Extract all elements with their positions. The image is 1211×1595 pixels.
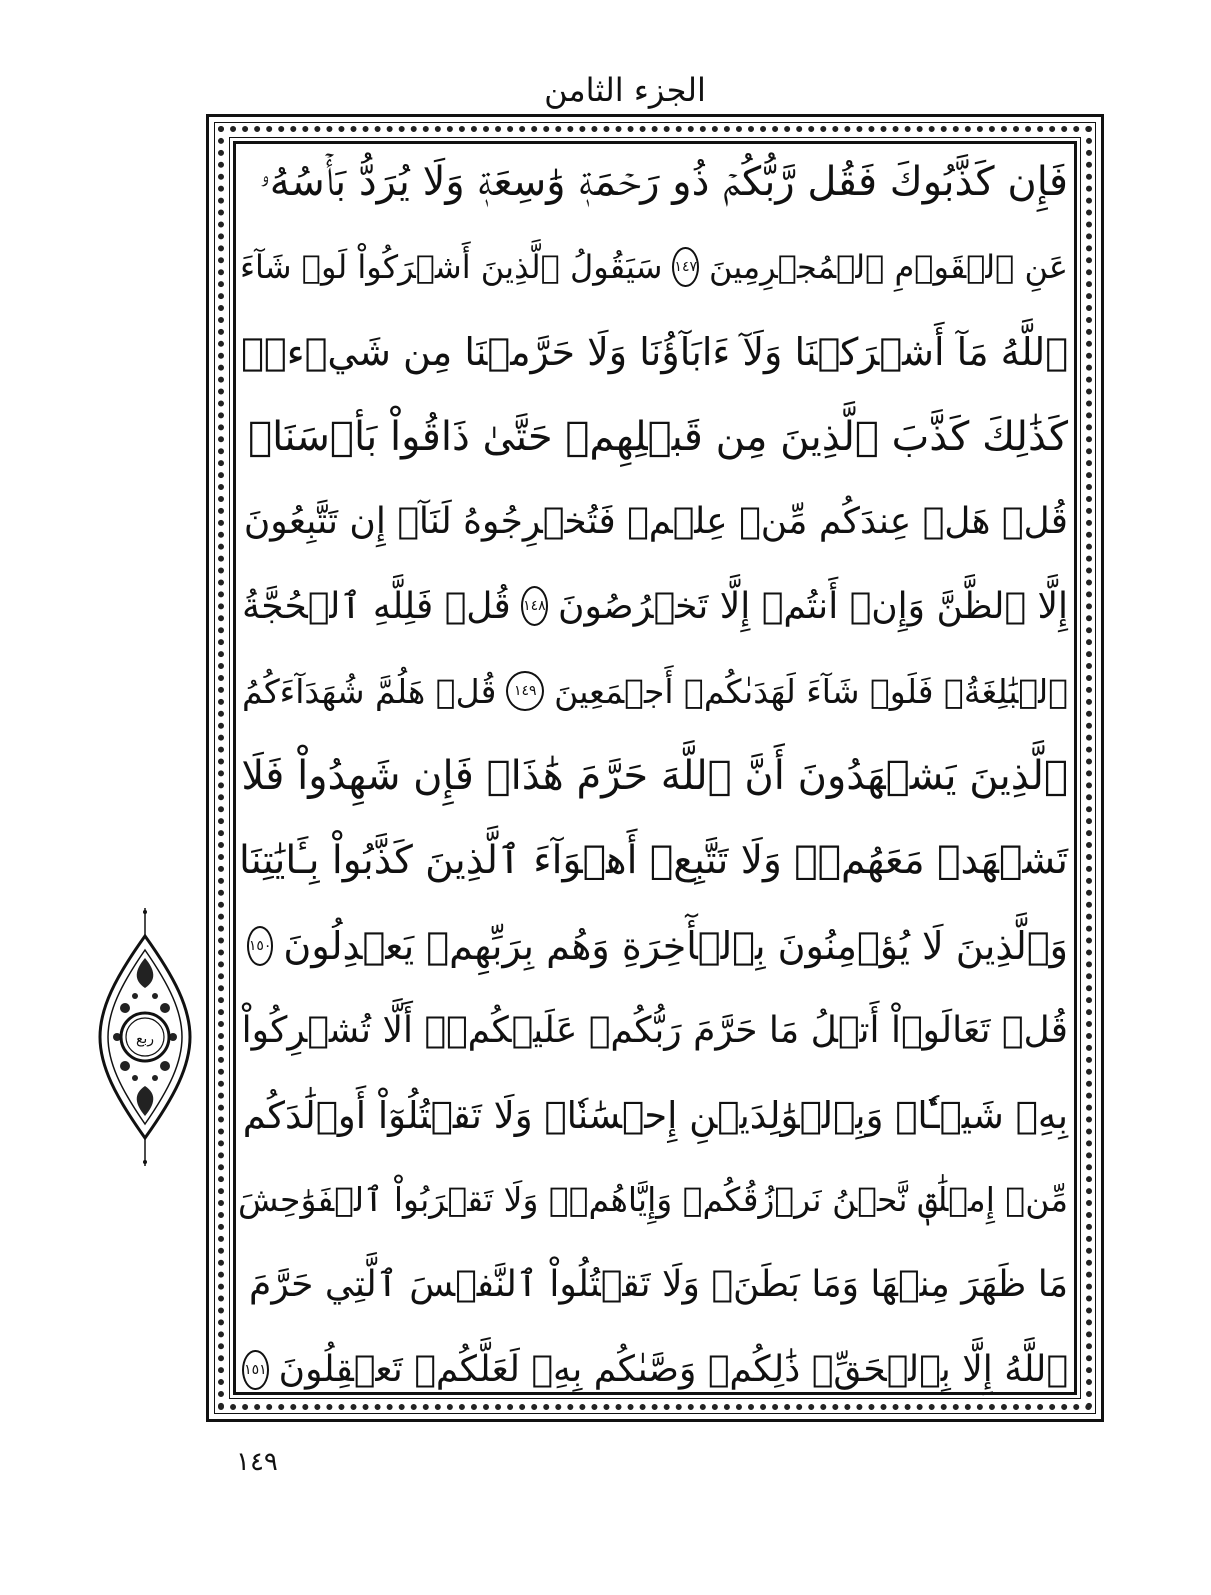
line-text: فَإِن كَذَّبُوكَ فَقُل رَّبُّكُمۡ ذُو رَحۡمَةٖ وَٰسِعَةٖ وَلَا يُرَدُّ بَأۡسُهُۥ [259,159,1068,206]
line-text: إِلَّا ٱلظَّنَّ وَإِنۡ أَنتُمۡ إِلَّا تَخۡرُصُونَ [558,585,1068,627]
verse-line-11 [232,988,1078,1073]
verse-line-1 [232,140,1078,225]
ayah-number-marker: ١٥٠ [247,926,274,966]
line-text: ٱلَّذِينَ يَشۡهَدُونَ أَنَّ ٱللَّهَ حَرَّمَ هَٰذَاۖ فَإِن شَهِدُواْ فَلَا [241,752,1068,799]
line-text: قُلۡ هَلۡ عِندَكُم مِّنۡ عِلۡمٖ فَتُخۡرِجُوهُ لَنَآۖ إِن تَتَّبِعُونَ [243,501,1068,543]
line-text: كَذَٰلِكَ كَذَّبَ ٱلَّذِينَ مِن قَبۡلِهِمۡ حَتَّىٰ ذَاقُواْ بَأۡسَنَاۗ [248,413,1068,460]
verse-line-7 [232,649,1078,734]
line-text: ٱللَّهُ مَآ أَشۡرَكۡنَا وَلَآ ءَابَآؤُنَا وَلَا حَرَّمۡنَا مِن شَيۡءٖۚ [241,329,1068,374]
verse-line-8 [232,734,1078,819]
ayah-number-marker: ١٤٩ [506,671,544,711]
verse-line-12 [232,1073,1078,1158]
line-text: عَنِ ٱلۡقَوۡمِ ٱلۡمُجۡرِمِينَ [708,248,1068,287]
rub-label: ربع [135,1031,155,1047]
verse-line-5 [232,479,1078,564]
line-text: ٱلۡبَٰلِغَةُۖ فَلَوۡ شَآءَ لَهَدَىٰكُمۡ أَجۡمَعِينَ [554,671,1068,711]
line-text: قُلۡ تَعَالَوۡاْ أَتۡلُ مَا حَرَّمَ رَبُّكُمۡ عَلَيۡكُمۡۖ أَلَّا تُشۡرِكُواْ [241,1009,1068,1051]
line-text: تَشۡهَدۡ مَعَهُمۡۚ وَلَا تَتَّبِعۡ أَهۡوَآءَ ٱلَّذِينَ كَذَّبُواْ بِـَٔايَٰتِنَا [239,838,1068,884]
juz-header: الجزء الثامن [544,71,706,109]
line-text: ٱللَّهُ إِلَّا بِٱلۡحَقِّۚ ذَٰلِكُمۡ وَصَّىٰكُم بِهِۦ لَعَلَّكُمۡ تَعۡقِلُونَ [278,1349,1068,1391]
verse-line-15 [232,1327,1078,1412]
verse-line-9 [232,818,1078,903]
line-text: مَا ظَهَرَ مِنۡهَا وَمَا بَطَنَۖ وَلَا تَقۡتُلُواْ ٱلنَّفۡسَ ٱلَّتِي حَرَّمَ [249,1264,1068,1306]
ayah-number-marker: ١٤٧ [672,247,699,287]
line-text: بِهِۦ شَيۡـٔٗاۖ وَبِٱلۡوَٰلِدَيۡنِ إِحۡسَٰنٗاۖ وَلَا تَقۡتُلُوٓاْ أَوۡلَٰدَكُم [242,1093,1068,1137]
verse-line-2 [232,225,1078,310]
verse-line-4 [232,394,1078,479]
rub-el-hizb-icon [95,908,195,1166]
verse-line-10 [232,903,1078,988]
line-text-after: سَيَقُولُ ٱلَّذِينَ أَشۡرَكُواْ لَوۡ شَآءَ [239,248,663,287]
verse-line-3 [232,310,1078,395]
line-text: مِّنۡ إِمۡلَٰقٖ نَّحۡنُ نَرۡزُقُكُمۡ وَإِيَّاهُمۡۖ وَلَا تَقۡرَبُواْ ٱلۡفَوَٰحِشَ [237,1180,1068,1220]
verse-line-13 [232,1158,1078,1243]
ayah-number-marker: ١٤٨ [521,586,548,626]
line-text: وَٱلَّذِينَ لَا يُؤۡمِنُونَ بِٱلۡأٓخِرَةِ وَهُم بِرَبِّهِمۡ يَعۡدِلُونَ [283,923,1068,968]
verse-line-14 [232,1242,1078,1327]
ayah-number-marker: ١٥١ [242,1350,269,1390]
quran-text-area [232,140,1078,1396]
verse-line-6 [232,564,1078,649]
line-text-after: قُلۡ هَلُمَّ شُهَدَآءَكُمُ [242,671,497,711]
page-number: ١٤٩ [236,1447,278,1477]
line-text-after: قُلۡ فَلِلَّهِ ٱلۡحُجَّةُ [242,585,511,627]
